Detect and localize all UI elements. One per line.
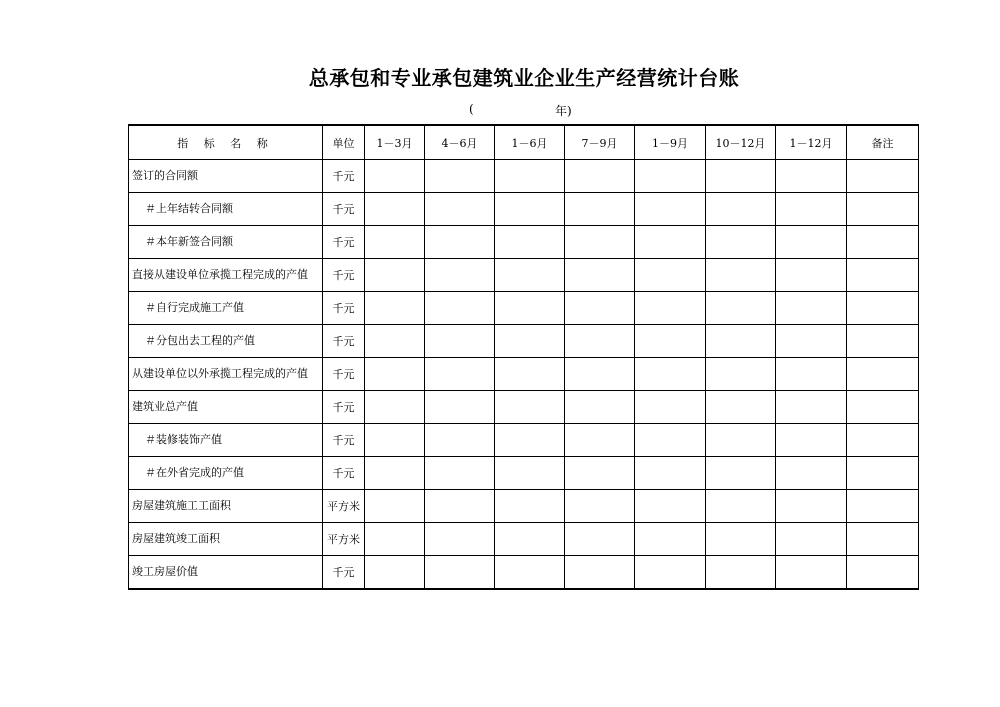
value-cell — [565, 523, 635, 556]
value-cell — [365, 424, 425, 457]
table-row — [129, 160, 919, 193]
header-period-q2: 4－6月 — [425, 125, 495, 160]
note-cell — [847, 490, 919, 523]
value-cell — [706, 358, 776, 391]
value-cell — [365, 325, 425, 358]
value-cell — [706, 457, 776, 490]
value-cell — [776, 391, 847, 424]
indicator-unit: 千元 — [323, 259, 365, 292]
value-cell — [495, 325, 565, 358]
table-row — [129, 325, 919, 358]
value-cell — [776, 226, 847, 259]
indicator-unit: 千元 — [323, 556, 365, 590]
value-cell — [425, 325, 495, 358]
value-cell — [365, 391, 425, 424]
year-label: 年) — [555, 104, 572, 118]
value-cell — [706, 556, 776, 590]
value-cell — [776, 523, 847, 556]
value-cell — [776, 292, 847, 325]
value-cell — [365, 556, 425, 590]
value-cell — [495, 292, 565, 325]
indicator-unit: 千元 — [323, 325, 365, 358]
value-cell — [425, 358, 495, 391]
value-cell — [495, 391, 565, 424]
value-cell — [635, 259, 706, 292]
value-cell — [365, 193, 425, 226]
note-cell — [847, 358, 919, 391]
indicator-unit: 千元 — [323, 391, 365, 424]
header-period-q3: 7－9月 — [565, 125, 635, 160]
value-cell — [495, 457, 565, 490]
value-cell — [365, 358, 425, 391]
note-cell — [847, 391, 919, 424]
value-cell — [635, 490, 706, 523]
value-cell — [565, 457, 635, 490]
value-cell — [495, 259, 565, 292]
value-cell — [365, 523, 425, 556]
value-cell — [635, 556, 706, 590]
value-cell — [565, 490, 635, 523]
value-cell — [565, 292, 635, 325]
value-cell — [776, 325, 847, 358]
value-cell — [425, 226, 495, 259]
note-cell — [847, 193, 919, 226]
value-cell — [365, 259, 425, 292]
indicator-unit: 平方米 — [323, 490, 365, 523]
value-cell — [635, 325, 706, 358]
note-cell — [847, 160, 919, 193]
value-cell — [706, 193, 776, 226]
value-cell — [425, 490, 495, 523]
header-row — [129, 125, 919, 160]
value-cell — [565, 391, 635, 424]
value-cell — [776, 358, 847, 391]
value-cell — [565, 358, 635, 391]
value-cell — [635, 358, 706, 391]
value-cell — [365, 457, 425, 490]
note-cell — [847, 556, 919, 590]
ledger-table — [128, 124, 919, 590]
value-cell — [776, 259, 847, 292]
indicator-name: 建筑业总产值 — [129, 391, 323, 424]
value-cell — [635, 391, 706, 424]
indicator-name: 房屋建筑竣工面积 — [129, 523, 323, 556]
indicator-unit: 千元 — [323, 160, 365, 193]
value-cell — [495, 226, 565, 259]
value-cell — [776, 160, 847, 193]
year-open-paren: ( — [469, 102, 474, 116]
value-cell — [635, 160, 706, 193]
value-cell — [776, 424, 847, 457]
value-cell — [706, 160, 776, 193]
table-row — [129, 358, 919, 391]
value-cell — [495, 523, 565, 556]
value-cell — [565, 424, 635, 457]
indicator-name: 从建设单位以外承揽工程完成的产值 — [129, 358, 323, 391]
note-cell — [847, 523, 919, 556]
header-period-ytd-sep: 1－9月 — [635, 125, 706, 160]
value-cell — [706, 259, 776, 292]
ledger-title: 总承包和专业承包建筑业企业生产经营统计台账 — [308, 66, 740, 90]
table-row — [129, 556, 919, 590]
indicator-unit: 千元 — [323, 358, 365, 391]
value-cell — [425, 193, 495, 226]
value-cell — [706, 490, 776, 523]
value-cell — [565, 160, 635, 193]
value-cell — [425, 160, 495, 193]
value-cell — [565, 259, 635, 292]
value-cell — [565, 226, 635, 259]
indicator-unit: 平方米 — [323, 523, 365, 556]
value-cell — [635, 292, 706, 325]
table-row — [129, 424, 919, 457]
header-note: 备注 — [847, 125, 919, 160]
header-period-q1: 1－3月 — [365, 125, 425, 160]
table-row — [129, 391, 919, 424]
value-cell — [425, 523, 495, 556]
value-cell — [495, 160, 565, 193]
table-row — [129, 193, 919, 226]
value-cell — [425, 424, 495, 457]
value-cell — [635, 424, 706, 457]
indicator-unit: 千元 — [323, 292, 365, 325]
value-cell — [495, 193, 565, 226]
value-cell — [635, 226, 706, 259]
indicator-name: ＃自行完成施工产值 — [129, 292, 323, 325]
header-unit: 单位 — [323, 125, 365, 160]
value-cell — [635, 193, 706, 226]
value-cell — [425, 292, 495, 325]
value-cell — [565, 325, 635, 358]
value-cell — [365, 292, 425, 325]
header-indicator-name: 指 标 名 称 — [129, 125, 323, 160]
indicator-name: ＃本年新签合同额 — [129, 226, 323, 259]
value-cell — [365, 490, 425, 523]
indicator-unit: 千元 — [323, 226, 365, 259]
value-cell — [495, 490, 565, 523]
value-cell — [706, 226, 776, 259]
header-period-full-year: 1－12月 — [776, 125, 847, 160]
indicator-name: ＃装修装饰产值 — [129, 424, 323, 457]
note-cell — [847, 325, 919, 358]
value-cell — [776, 193, 847, 226]
indicator-unit: 千元 — [323, 193, 365, 226]
header-period-h1: 1－6月 — [495, 125, 565, 160]
value-cell — [635, 523, 706, 556]
value-cell — [706, 325, 776, 358]
table-row — [129, 523, 919, 556]
indicator-name: ＃在外省完成的产值 — [129, 457, 323, 490]
value-cell — [495, 556, 565, 590]
indicator-name: 房屋建筑施工工面积 — [129, 490, 323, 523]
note-cell — [847, 457, 919, 490]
indicator-name: ＃分包出去工程的产值 — [129, 325, 323, 358]
indicator-name: 直接从建设单位承揽工程完成的产值 — [129, 259, 323, 292]
indicator-unit: 千元 — [323, 457, 365, 490]
indicator-name: 竣工房屋价值 — [129, 556, 323, 590]
value-cell — [776, 556, 847, 590]
table-row — [129, 490, 919, 523]
indicator-unit: 千元 — [323, 424, 365, 457]
value-cell — [425, 259, 495, 292]
value-cell — [706, 523, 776, 556]
value-cell — [635, 457, 706, 490]
value-cell — [706, 292, 776, 325]
table-row — [129, 457, 919, 490]
table-row — [129, 226, 919, 259]
note-cell — [847, 292, 919, 325]
value-cell — [365, 160, 425, 193]
value-cell — [495, 358, 565, 391]
value-cell — [425, 556, 495, 590]
note-cell — [847, 259, 919, 292]
value-cell — [425, 391, 495, 424]
value-cell — [706, 424, 776, 457]
value-cell — [776, 457, 847, 490]
table-row — [129, 259, 919, 292]
table-row — [129, 292, 919, 325]
indicator-name: ＃上年结转合同额 — [129, 193, 323, 226]
value-cell — [776, 490, 847, 523]
value-cell — [365, 226, 425, 259]
value-cell — [495, 424, 565, 457]
note-cell — [847, 226, 919, 259]
value-cell — [565, 193, 635, 226]
indicator-name: 签订的合同额 — [129, 160, 323, 193]
value-cell — [706, 391, 776, 424]
value-cell — [565, 556, 635, 590]
header-period-q4: 10－12月 — [706, 125, 776, 160]
value-cell — [425, 457, 495, 490]
note-cell — [847, 424, 919, 457]
